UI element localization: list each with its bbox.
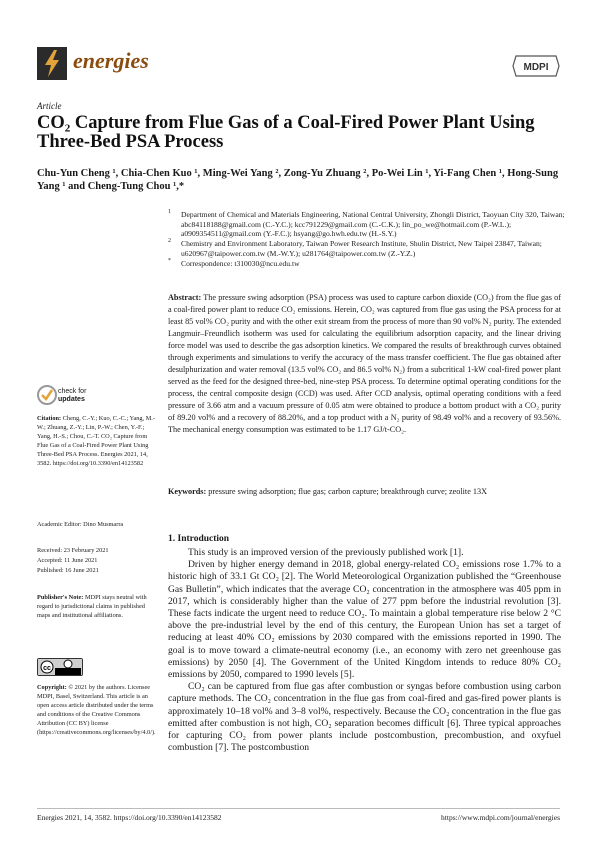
keywords [168, 486, 561, 498]
citation-block: Citation: Cheng, C.-Y.; Kuo, C.-C.; Yang, M.-W.; Zhuang, Z.-Y.; Lin, P.-W.; Chen, Y.-F.; Yang, H.-S.; Chou, C.-T. CO₂ Capture from Flue Gas of a Coal-Fired Power Plant Using Three-Bed PSA Process. Energies 2021, 14, 3582. https://doi.org/10.3390/en14123582 [37, 415, 155, 468]
correspondence: * Correspondence: t310030@ncu.edu.tw [168, 257, 300, 268]
journal-name[interactable]: energies [73, 48, 149, 73]
page-title: CO₂ Capture from Flue Gas of a Coal-Fired Power Plant Using Three-Bed PSA Process [37, 113, 535, 152]
footer-journal-url[interactable]: https://www.mdpi.com/journal/energies [441, 813, 560, 822]
keywords-text: pressure swing adsorption; flue gas; carbon capture; breakthrough curve; zeolite 13X [208, 487, 487, 496]
svg-text:cc: cc [43, 665, 51, 672]
abstract [168, 292, 561, 436]
check-updates-icon [37, 385, 57, 405]
affiliation-2: 2 Chemistry and Environment Laboratory, Taiwan Power Research Institute, Shulin District, New Taipei 23847, Taiwan; u620967@taipower.com.tw (M.-W.Y.); u281764@taipower.com.tw (Z.-Y.Z.) [168, 238, 542, 258]
section-title: 1. Introduction [168, 534, 230, 544]
received-date: Received: 23 February 2021 [37, 547, 109, 554]
svg-text:MDPI: MDPI [523, 62, 549, 73]
creative-commons-icon [38, 659, 82, 675]
abstract-label: Abstract: [168, 293, 202, 302]
mdpi-logo[interactable] [512, 55, 560, 77]
mdpi-logo-icon [512, 55, 560, 77]
paragraph: Driven by higher energy demand in 2018, global energy-related CO₂ emissions rose 1.7% to a historic high of 33.1 Gt CO₂ [2]. The World Meteorological Organization published the “Greenhouse Gas Bulletin”, which indicates that the average CO₂ concentration in the atmosphere was 405 ppm in 2017, which is considerably higher than the value of 277 ppm before the industrial revolution [3]. These facts indicate the urgent need to reduce CO₂. To maintain a global temperature rise below 2 °C above the pre-industrial level by the end of this century, the European Union has set a target of reducing at least 40% CO₂ emissions by 2030 compared with the emissions reported in 1990. The goal is to move toward a climate-neutral economy (i.e., an economy with zero net greenhouse gas emissions) by 2050 [4]. The Government of the United Kingdom intends to reduce 80% CO₂ emissions by 2050, compared to 1990 levels [5]. [168, 559, 561, 681]
publisher-note: Publisher's Note: MDPI stays neutral with regard to jurisdictional claims in published maps and institutional affiliations. [37, 594, 147, 620]
author-list: Chu-Yun Cheng ¹, Chia-Chen Kuo ¹, Ming-Wei Yang ², Zong-Yu Zhuang ², Po-Wei Lin ¹, Yi-Fang Chen ¹, Hong-Sung Yang ¹ and Cheng-Tung Chou ¹,* [37, 168, 559, 192]
accepted-date: Accepted: 11 June 2021 [37, 557, 98, 564]
abstract-text: The pressure swing adsorption (PSA) process was used to capture carbon dioxide (CO₂) from the flue gas of a coal-fired power plant to reduce CO₂ emissions. Herein, CO₂ was captured from flue gas using the PSA process for at least 85 vol% CO₂ purity and with the other exit stream from the process of more than 90 vol% N₂ purity. The extended Langmuir–Freundlich isotherm was used for calculating the equilibrium adsorption capacity, and the linear driving force model was used to describe the gas adsorption kinetics. We compared the results of breakthrough curves obtained through experiments and simulations to verify the accuracy of the mass transfer coefficient. The flue gas obtained after desulphurization and water removal (13.5 vol% CO₂ and 86.5 vol% N₂) from a subcritical 1-kW coal-fired power plant served as the feed for the designed three-bed, nine-step PSA process. To determine optimal operating conditions for the process, the central composite design (CCD) was used. After CCD analysis, optimal operating conditions with a feed pressure of 3.66 atm and a vacuum pressure of 0.05 atm were obtained to produce a bottom product with a CO₂ purity of 89.20 vol% and a recovery of 88.20%, and a top product with a N₂ purity of 98.49 vol% and a recovery of 93.56%. The mechanical energy consumption was estimated to be 1.17 GJ/t-CO₂. [168, 293, 561, 434]
academic-editor: Academic Editor: Dino Musmarra [37, 521, 124, 528]
introduction-body [168, 547, 561, 754]
footer-citation[interactable]: Energies 2021, 14, 3582. https://doi.org/10.3390/en14123582 [37, 813, 222, 822]
footer-divider [37, 808, 560, 809]
copyright-notice: Copyright: © 2021 by the authors. Licensee MDPI, Basel, Switzerland. This article is an open access article distributed under the terms and conditions of the Creative Commons Attribution (CC BY) license (https://creativecommons.org/licenses/by/4.0/). [37, 684, 156, 737]
affiliation-1: 1 Department of Chemical and Materials Engineering, National Central University, Zhongli District, Taoyuan City 320, Taiwan; abc84118188@gmail.com (C.-Y.C.); kcc791229@gmail.com (C.-C.K.); lin_po_we@hotmail.com (P.-W.L.); a0909354511@gmail.com (Y.-F.C.); hsyang@go.hwh.edu.tw (H.-S.Y.) [168, 209, 565, 239]
paragraph: This study is an improved version of the previously published work [1]. [188, 547, 464, 558]
article-type: Article [37, 101, 62, 111]
lightning-icon [37, 47, 67, 80]
cc-by-license-icon[interactable] [37, 658, 83, 676]
published-date: Published: 16 June 2021 [37, 567, 99, 574]
check-for-updates-button[interactable] [37, 385, 57, 405]
keywords-label: Keywords: [168, 487, 207, 496]
paragraph: CO₂ can be captured from flue gas after combustion or syngas before combustion using carbon capture methods. The CO₂ concentration in the flue gas from coal-fired and gas-fired power plants is approximately 10–18 vol% and 3–8 vol%, respectively. Because the CO₂ concentration in the flue gas emitted after combustion is not high, CO₂ separation becomes difficult [6]. Three typical approaches for capturing CO₂ from power plants include postcombustion, precombustion, and oxyfuel combustion [7]. The postcombustion [168, 681, 561, 754]
check-updates-label[interactable]: check for updates [58, 388, 87, 403]
journal-logo [37, 47, 67, 80]
affiliations [168, 210, 568, 268]
